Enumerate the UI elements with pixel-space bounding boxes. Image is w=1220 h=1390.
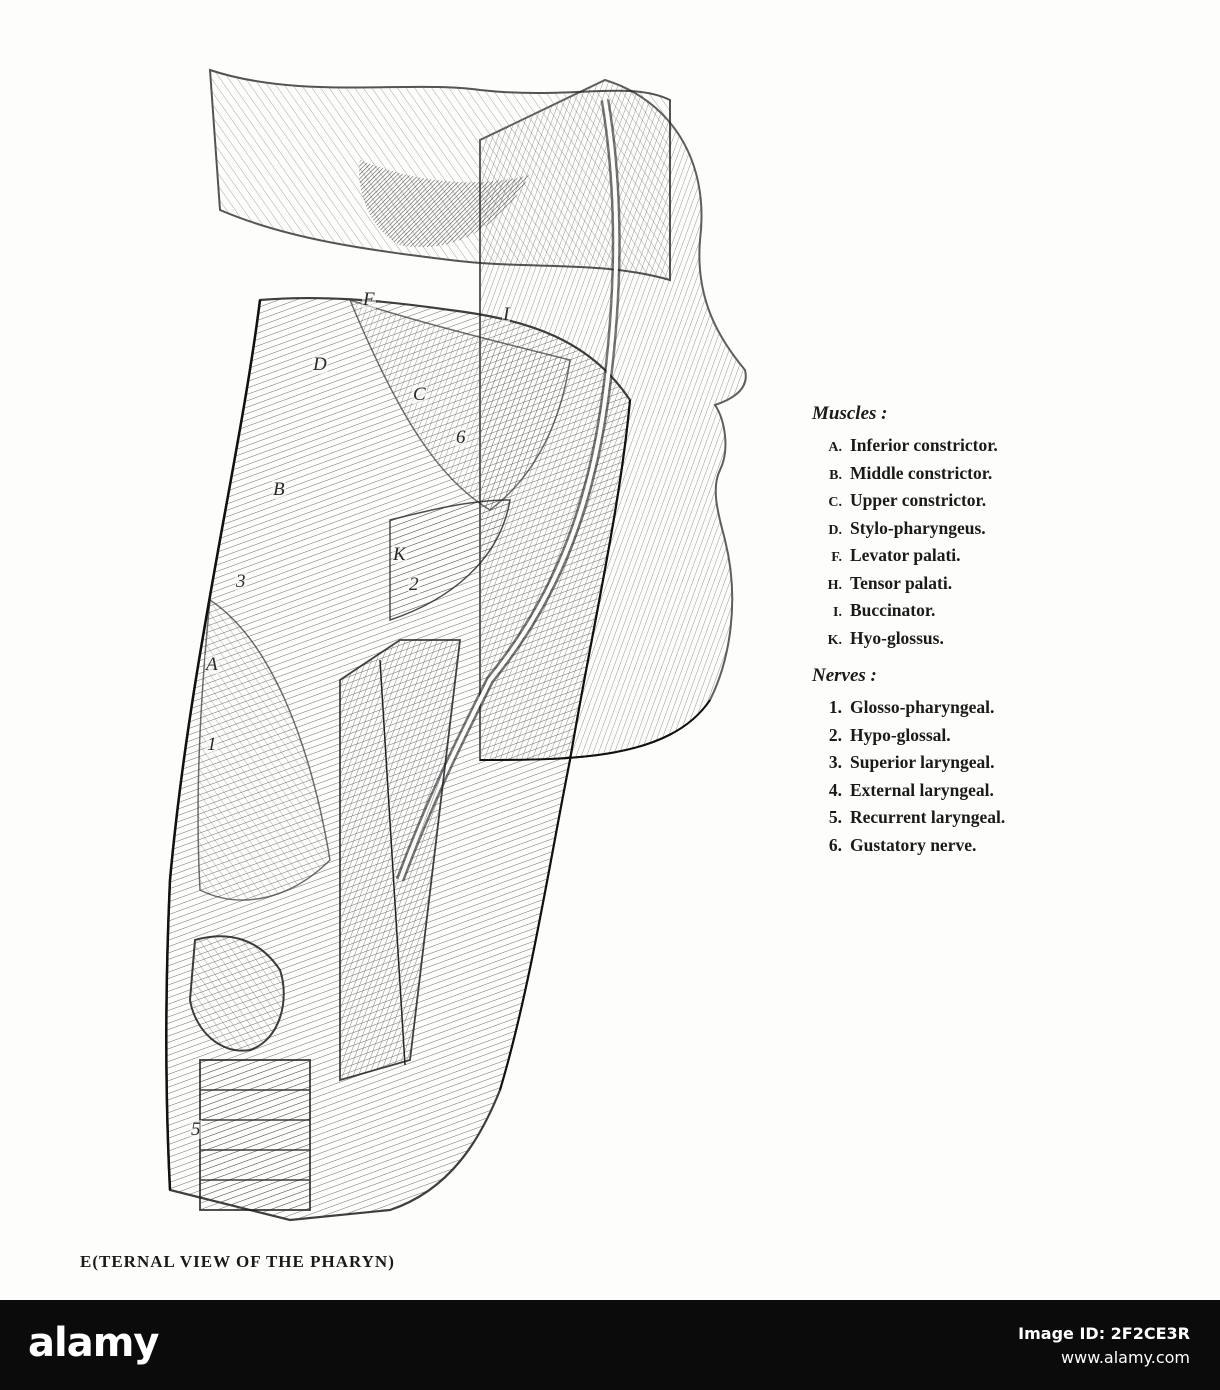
figure-label-a: A <box>206 654 218 675</box>
alamy-logo: alamy <box>28 1320 159 1366</box>
figure-label-3: 3 <box>236 571 246 592</box>
legend-key: I. <box>833 605 842 620</box>
legend-item <box>812 460 1132 488</box>
legend-key: H. <box>827 577 842 593</box>
nerves-heading: Nerves : <box>812 665 877 686</box>
figure-label-b: B <box>273 479 285 500</box>
site-url: www.alamy.com <box>1061 1348 1190 1367</box>
legend-key: C. <box>828 495 842 510</box>
legend-item <box>812 722 1132 750</box>
figure-legend <box>812 402 1132 859</box>
figure-label-6: 6 <box>456 427 466 448</box>
figure-label-c: C <box>413 384 426 405</box>
legend-key: 1. <box>828 697 842 717</box>
legend-text: Levator palati. <box>850 545 961 565</box>
legend-item <box>812 515 1132 543</box>
legend-item <box>812 832 1132 860</box>
legend-item <box>812 625 1132 653</box>
image-id: Image ID: 2F2CE3R <box>1018 1324 1190 1343</box>
legend-key: B. <box>829 467 842 483</box>
figure-label-i: I <box>503 304 510 325</box>
figure-label-d: D <box>313 354 327 375</box>
legend-key: 3. <box>828 752 842 772</box>
legend-key: A. <box>828 440 842 455</box>
legend-text: Recurrent laryngeal. <box>850 807 1006 827</box>
legend-key: D. <box>828 522 842 538</box>
legend-item <box>812 542 1132 570</box>
legend-text: Gustatory nerve. <box>850 834 977 855</box>
legend-item <box>812 487 1132 515</box>
figure-caption: E(TERNAL VIEW OF THE PHARYN) <box>80 1252 395 1271</box>
legend-key: 5. <box>828 807 842 827</box>
legend-item <box>812 597 1132 625</box>
legend-text: Superior laryngeal. <box>850 752 995 772</box>
figure-label-1: 1 <box>207 734 217 755</box>
legend-key: 2. <box>828 724 842 745</box>
legend-text: Glosso-pharyngeal. <box>850 697 995 717</box>
legend-text: Hypo-glossal. <box>850 724 951 745</box>
legend-text: External laryngeal. <box>850 779 994 800</box>
stock-footer-bar <box>0 1300 1220 1390</box>
muscles-heading: Muscles : <box>812 403 888 424</box>
pharynx-engraving <box>150 40 790 1240</box>
legend-item <box>812 694 1132 722</box>
legend-key: 4. <box>828 779 842 800</box>
legend-item <box>812 570 1132 598</box>
figure-label-k: K <box>393 544 406 565</box>
legend-item <box>812 749 1132 777</box>
legend-item <box>812 432 1132 460</box>
stock-image-info <box>1018 1322 1190 1370</box>
figure-label-2: 2 <box>409 574 419 595</box>
legend-key: 6. <box>828 834 842 855</box>
legend-text: Hyo-glossus. <box>850 627 944 648</box>
legend-item <box>812 804 1132 832</box>
legend-text: Middle constrictor. <box>850 462 993 483</box>
legend-key: F. <box>831 550 842 565</box>
legend-text: Inferior constrictor. <box>850 435 998 455</box>
legend-text: Upper constrictor. <box>850 490 987 510</box>
figure-label-5: 5 <box>191 1119 201 1140</box>
legend-text: Stylo-pharyngeus. <box>850 517 986 538</box>
figure-label-f: F <box>363 289 375 310</box>
trachea-rings <box>200 1060 310 1210</box>
legend-item <box>812 777 1132 805</box>
legend-text: Tensor palati. <box>850 572 953 593</box>
legend-key: K. <box>827 632 842 648</box>
legend-text: Buccinator. <box>850 600 936 620</box>
